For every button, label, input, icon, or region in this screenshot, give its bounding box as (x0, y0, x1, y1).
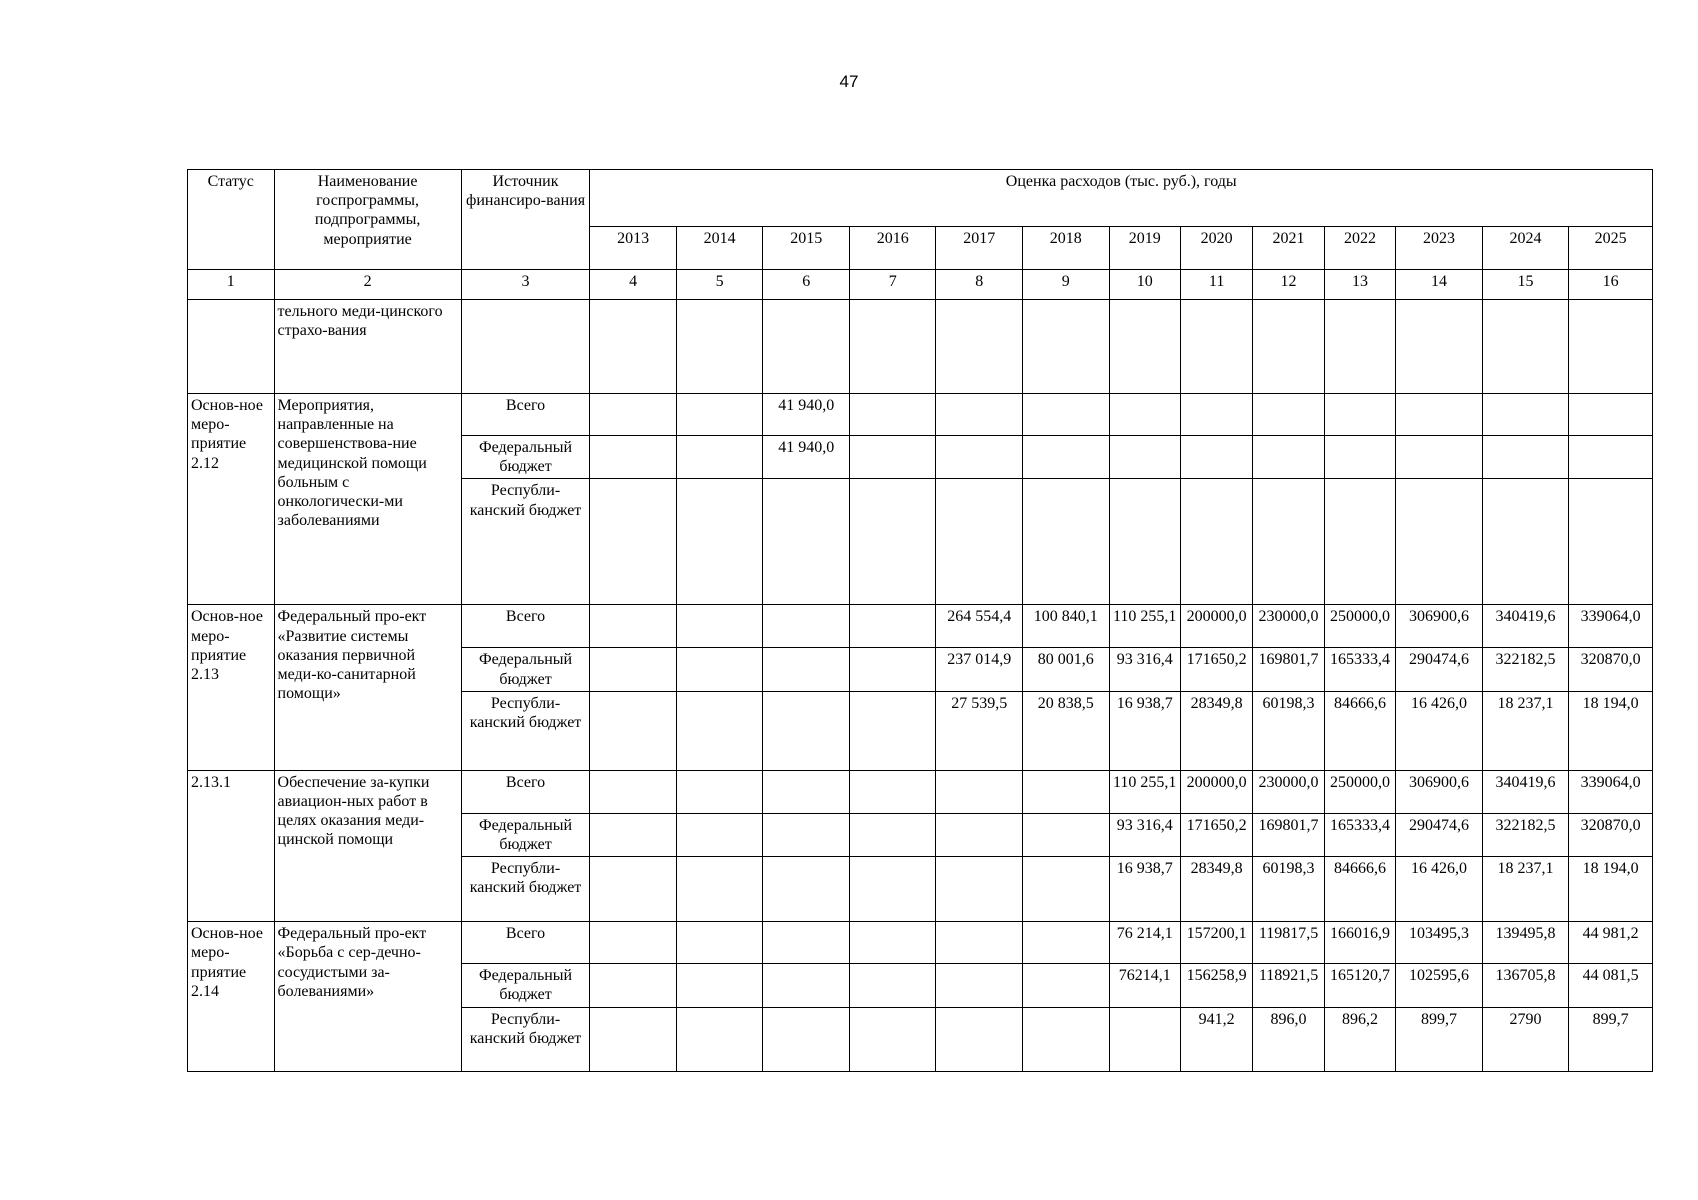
year-header: 2020 (1180, 227, 1252, 270)
value-cell: 76214,1 (1109, 964, 1180, 1007)
value-cell: 84666,6 (1324, 691, 1395, 770)
column-number: 1 (188, 270, 275, 300)
year-header: 2025 (1569, 227, 1653, 270)
value-cell: 100 840,1 (1022, 605, 1109, 648)
column-number: 4 (590, 270, 677, 300)
value-cell: 118921,5 (1253, 964, 1324, 1007)
value-cell: 899,7 (1569, 1007, 1653, 1071)
value-cell: 322182,5 (1482, 648, 1569, 691)
funding-source: Федеральный бюджет (461, 648, 590, 691)
value-cell: 20 838,5 (1022, 691, 1109, 770)
column-number: 7 (849, 270, 936, 300)
value-cell: 156258,9 (1180, 964, 1252, 1007)
value-cell: 166016,9 (1324, 922, 1395, 964)
program-name: Федеральный про-ект «Борьба с сер-дечно-сосудистыми за-болеваниями» (274, 922, 461, 1071)
program-name: Обеспечение за-купки авиацион-ных работ в целях оказания меди-цинской помощи (274, 770, 461, 921)
status-cell: Основ-ное меро-приятие 2.12 (188, 394, 275, 605)
column-number: 10 (1109, 270, 1180, 300)
funding-source: Всего (461, 394, 590, 436)
value-cell: 76 214,1 (1109, 922, 1180, 964)
column-number: 15 (1482, 270, 1569, 300)
value-cell: 290474,6 (1396, 813, 1483, 856)
value-cell: 230000,0 (1253, 770, 1324, 813)
value-cell: 60198,3 (1253, 691, 1324, 770)
year-header: 2022 (1324, 227, 1395, 270)
value-cell: 322182,5 (1482, 813, 1569, 856)
column-number: 16 (1569, 270, 1653, 300)
column-number: 14 (1396, 270, 1483, 300)
value-cell: 165333,4 (1324, 813, 1395, 856)
value-cell: 200000,0 (1180, 770, 1252, 813)
column-number: 11 (1180, 270, 1252, 300)
year-header: 2015 (763, 227, 850, 270)
page-number: 47 (839, 72, 859, 91)
value-cell: 44 981,2 (1569, 922, 1653, 964)
value-cell: 200000,0 (1180, 605, 1252, 648)
value-cell: 237 014,9 (936, 648, 1023, 691)
value-cell: 169801,7 (1253, 813, 1324, 856)
table-row (188, 394, 1653, 436)
value-cell: 230000,0 (1253, 605, 1324, 648)
value-cell: 899,7 (1396, 1007, 1483, 1071)
year-header: 2024 (1482, 227, 1569, 270)
value-cell: 320870,0 (1569, 813, 1653, 856)
value-cell: 339064,0 (1569, 770, 1653, 813)
year-header: 2023 (1396, 227, 1483, 270)
header-estimate: Оценка расходов (тыс. руб.), годы (590, 170, 1653, 227)
value-cell: 16 426,0 (1396, 857, 1483, 922)
value-cell: 306900,6 (1396, 770, 1483, 813)
value-cell: 340419,6 (1482, 605, 1569, 648)
value-cell: 339064,0 (1569, 605, 1653, 648)
column-number: 6 (763, 270, 850, 300)
value-cell: 18 237,1 (1482, 691, 1569, 770)
year-header: 2013 (590, 227, 677, 270)
value-cell: 18 194,0 (1569, 857, 1653, 922)
value-cell: 93 316,4 (1109, 648, 1180, 691)
funding-source: Всего (461, 605, 590, 648)
value-cell: 264 554,4 (936, 605, 1023, 648)
header-source: Источник финансиро-вания (461, 170, 590, 270)
status-cell: 2.13.1 (188, 770, 275, 921)
column-number: 5 (676, 270, 763, 300)
column-number: 13 (1324, 270, 1395, 300)
value-cell: 41 940,0 (763, 436, 850, 479)
year-header: 2018 (1022, 227, 1109, 270)
funding-source: Всего (461, 922, 590, 964)
funding-source: Республи-канский бюджет (461, 1007, 590, 1071)
program-name: тельного меди-цинского страхо-вания (274, 300, 461, 394)
funding-source: Республи-канский бюджет (461, 857, 590, 922)
value-cell: 139495,8 (1482, 922, 1569, 964)
year-header: 2019 (1109, 227, 1180, 270)
value-cell: 41 940,0 (763, 394, 850, 436)
value-cell: 896,0 (1253, 1007, 1324, 1071)
value-cell: 171650,2 (1180, 813, 1252, 856)
year-header: 2014 (676, 227, 763, 270)
value-cell: 93 316,4 (1109, 813, 1180, 856)
value-cell: 320870,0 (1569, 648, 1653, 691)
value-cell: 102595,6 (1396, 964, 1483, 1007)
value-cell: 250000,0 (1324, 605, 1395, 648)
column-number: 8 (936, 270, 1023, 300)
value-cell: 28349,8 (1180, 691, 1252, 770)
value-cell: 80 001,6 (1022, 648, 1109, 691)
value-cell: 165120,7 (1324, 964, 1395, 1007)
column-number: 3 (461, 270, 590, 300)
value-cell: 44 081,5 (1569, 964, 1653, 1007)
funding-source: Республи-канский бюджет (461, 479, 590, 605)
value-cell: 250000,0 (1324, 770, 1395, 813)
value-cell: 60198,3 (1253, 857, 1324, 922)
value-cell: 171650,2 (1180, 648, 1252, 691)
status-cell: Основ-ное меро-приятие 2.14 (188, 922, 275, 1071)
value-cell: 16 426,0 (1396, 691, 1483, 770)
value-cell: 18 237,1 (1482, 857, 1569, 922)
column-number: 12 (1253, 270, 1324, 300)
value-cell: 165333,4 (1324, 648, 1395, 691)
value-cell: 136705,8 (1482, 964, 1569, 1007)
value-cell: 157200,1 (1180, 922, 1252, 964)
funding-source: Федеральный бюджет (461, 964, 590, 1007)
value-cell: 16 938,7 (1109, 691, 1180, 770)
value-cell: 18 194,0 (1569, 691, 1653, 770)
column-number: 2 (274, 270, 461, 300)
year-header: 2021 (1253, 227, 1324, 270)
table-row (188, 605, 1653, 648)
value-cell: 290474,6 (1396, 648, 1483, 691)
program-name: Федеральный про-ект «Развитие системы оказания первичной меди-ко-санитарной помощи» (274, 605, 461, 770)
value-cell: 119817,5 (1253, 922, 1324, 964)
value-cell: 169801,7 (1253, 648, 1324, 691)
value-cell: 27 539,5 (936, 691, 1023, 770)
value-cell: 941,2 (1180, 1007, 1252, 1071)
value-cell: 2790 (1482, 1007, 1569, 1071)
program-name: Мероприятия, направленные на совершенствова-ние медицинской помощи больным с онкологически-ми заболеваниями (274, 394, 461, 605)
value-cell: 110 255,1 (1109, 770, 1180, 813)
table-row (188, 922, 1653, 964)
value-cell: 16 938,7 (1109, 857, 1180, 922)
header-name: Наименование госпрограммы, подпрограммы, мероприятие (274, 170, 461, 270)
table-row (188, 300, 1653, 394)
value-cell: 896,2 (1324, 1007, 1395, 1071)
budget-table (187, 169, 1653, 1072)
funding-source: Федеральный бюджет (461, 813, 590, 856)
header-status: Статус (188, 170, 275, 270)
year-header: 2016 (849, 227, 936, 270)
status-cell: Основ-ное меро-приятие 2.13 (188, 605, 275, 770)
funding-source: Федеральный бюджет (461, 436, 590, 479)
value-cell: 306900,6 (1396, 605, 1483, 648)
year-header: 2017 (936, 227, 1023, 270)
value-cell: 340419,6 (1482, 770, 1569, 813)
value-cell: 84666,6 (1324, 857, 1395, 922)
table-row (188, 770, 1653, 813)
value-cell: 28349,8 (1180, 857, 1252, 922)
value-cell: 103495,3 (1396, 922, 1483, 964)
value-cell: 110 255,1 (1109, 605, 1180, 648)
funding-source: Всего (461, 770, 590, 813)
funding-source: Республи-канский бюджет (461, 691, 590, 770)
column-number: 9 (1022, 270, 1109, 300)
